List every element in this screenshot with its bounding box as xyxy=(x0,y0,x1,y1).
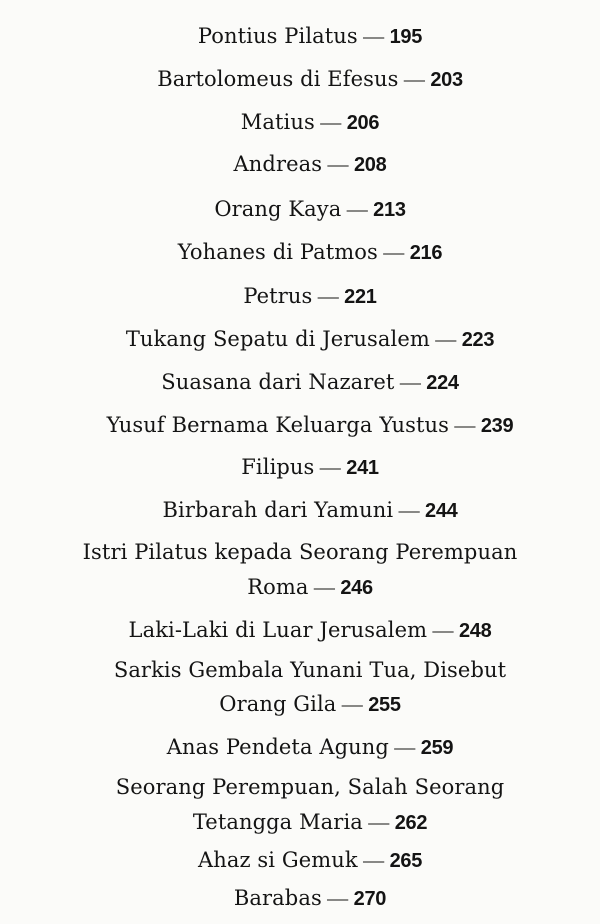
toc-entry-first-line xyxy=(0,657,600,683)
entry-page-number: 203 xyxy=(430,69,463,91)
entry-page-number: 224 xyxy=(426,372,459,394)
toc-entry xyxy=(0,283,600,310)
entry-separator: — xyxy=(357,24,390,48)
toc-entry xyxy=(0,239,600,266)
entry-title: Orang Gila xyxy=(219,692,337,716)
entry-title: Suasana dari Nazaret xyxy=(161,370,395,394)
entry-title: Pontius Pilatus xyxy=(197,24,358,48)
entry-title: Tetangga Maria xyxy=(192,810,363,834)
entry-title: Yusuf Bernama Keluarga Yustus xyxy=(106,413,450,437)
entry-separator: — xyxy=(341,197,374,221)
toc-entry xyxy=(0,196,600,223)
toc-entry xyxy=(0,412,600,439)
toc-entry-second-line xyxy=(0,574,600,601)
entry-title: Laki-Laki di Luar Jerusalem xyxy=(128,618,428,642)
entry-title: Matius xyxy=(240,110,315,134)
entry-page-number: 265 xyxy=(389,850,423,872)
entry-title: Barabas xyxy=(233,886,322,910)
entry-title: Petrus xyxy=(243,284,313,308)
toc-entry-second-line xyxy=(0,691,600,718)
toc-entry xyxy=(0,454,600,481)
entry-title: Anas Pendeta Agung xyxy=(166,735,389,759)
entry-separator: — xyxy=(394,370,427,394)
entry-title: Roma xyxy=(247,575,309,599)
toc-entry xyxy=(0,326,600,353)
entry-page-number: 223 xyxy=(461,329,495,351)
entry-page-number: 255 xyxy=(368,694,401,716)
entry-separator: — xyxy=(308,575,341,599)
entry-separator: — xyxy=(429,327,462,351)
entry-title: Ahaz si Gemuk xyxy=(197,848,358,872)
entry-separator: — xyxy=(398,67,431,91)
entry-title: Birbarah dari Yamuni xyxy=(162,498,394,522)
toc-entry xyxy=(0,617,600,644)
toc-entry xyxy=(0,23,600,50)
entry-title: Andreas xyxy=(233,152,323,176)
entry-separator: — xyxy=(362,810,395,834)
entry-page-number: 216 xyxy=(409,242,443,264)
toc-entry xyxy=(0,497,600,524)
toc-entry xyxy=(0,734,600,761)
entry-title: Bartolomeus di Efesus xyxy=(157,67,399,91)
entry-page-number: 270 xyxy=(353,888,387,910)
entry-separator: — xyxy=(449,413,481,437)
entry-page-number: 208 xyxy=(353,154,387,176)
toc-entry-second-line xyxy=(0,809,600,836)
entry-title: Tukang Sepatu di Jerusalem xyxy=(125,327,430,351)
entry-page-number: 206 xyxy=(346,112,380,134)
entry-separator: — xyxy=(314,455,347,479)
entry-separator: — xyxy=(357,848,390,872)
toc-entry xyxy=(0,847,600,874)
entry-page-number: 221 xyxy=(344,286,377,308)
entry-page-number: 195 xyxy=(389,26,423,48)
entry-separator: — xyxy=(427,618,459,642)
toc-entry-first-line xyxy=(0,539,600,565)
entry-separator: — xyxy=(336,692,369,716)
entry-page-number: 262 xyxy=(394,812,428,834)
entry-page-number: 213 xyxy=(373,199,406,221)
entry-separator: — xyxy=(393,498,426,522)
entry-page-number: 248 xyxy=(458,620,492,642)
entry-title: Orang Kaya xyxy=(214,197,342,221)
entry-separator: — xyxy=(388,735,421,759)
entry-separator: — xyxy=(377,240,410,264)
entry-title: Seorang Perempuan, Salah Seorang xyxy=(115,775,505,799)
entry-separator: — xyxy=(321,886,354,910)
entry-separator: — xyxy=(322,152,354,176)
toc-entry xyxy=(0,885,600,912)
entry-title: Filipus xyxy=(241,455,315,479)
entry-page-number: 241 xyxy=(346,457,379,479)
entry-page-number: 239 xyxy=(480,415,514,437)
entry-separator: — xyxy=(314,110,347,134)
entry-page-number: 244 xyxy=(425,500,458,522)
toc-entry xyxy=(0,151,600,178)
entry-title: Yohanes di Patmos xyxy=(177,240,378,264)
toc-entry xyxy=(0,66,600,93)
entry-title: Sarkis Gembala Yunani Tua, Disebut xyxy=(113,658,507,682)
entry-title: Istri Pilatus kepada Seorang Perempuan xyxy=(82,540,518,564)
toc-entry-first-line xyxy=(0,774,600,800)
toc-entry xyxy=(0,369,600,396)
toc-entry xyxy=(0,109,600,136)
entry-page-number: 259 xyxy=(420,737,454,759)
entry-page-number: 246 xyxy=(340,577,373,599)
entry-separator: — xyxy=(312,284,345,308)
